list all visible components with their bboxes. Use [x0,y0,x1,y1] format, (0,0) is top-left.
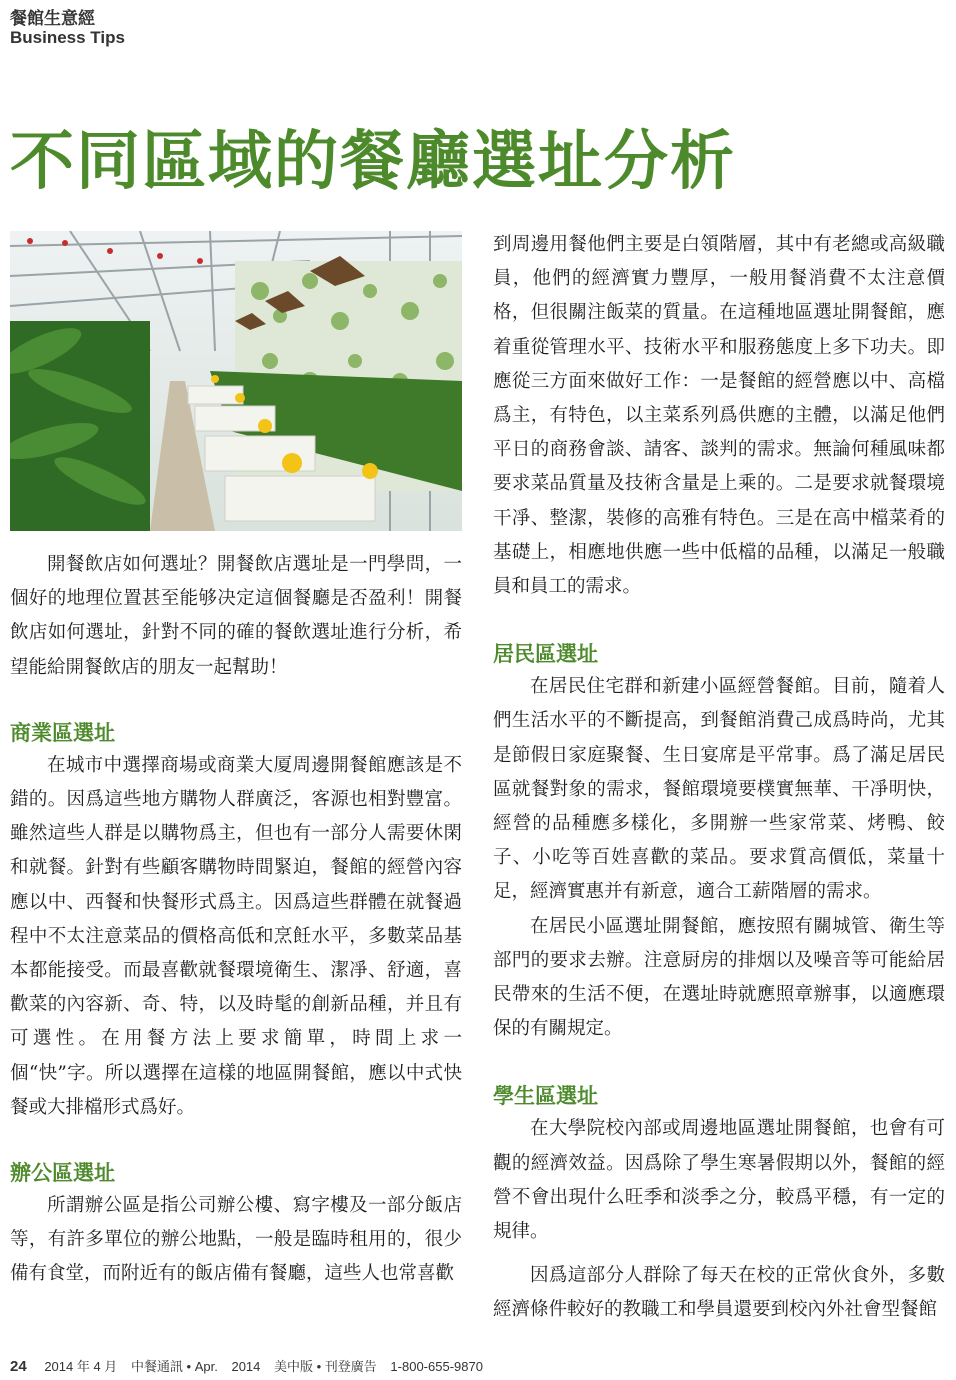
residential-paragraph: 在居民住宅群和新建小區經營餐館。目前，隨着人們生活水平的不斷提高，到餐館消費己成爲時尚，尤其是節假日家庭聚餐、生日宴席是平常事。爲了滿足居民區就餐對象的需求，餐館環境要樸實無華、干凈明快，經營的品種應多樣化，多開辦一些家常菜、烤鴨、餃子、小吃等百姓喜歡的菜品。要求質高價低，菜量十足，經濟實惠并有新意，適合工薪階層的需求。 [493,676,945,903]
student-heading: 學生區選址 [493,1084,598,1109]
footer-year: 2014 [231,1359,261,1374]
footer-publication: 中餐通訊 • Apr. [130,1359,218,1374]
left-column [10,548,462,1292]
office-paragraph-continued: 到周邊用餐他們主要是白領階層，其中有老總或高級職員，他們的經濟實力豐厚，一般用餐消費不太注意價格，但很關注飯菜的質量。在這種地區選址開餐館，應着重從管理水平、技術水平和服務態度上多下功夫。即應從三方面來做好工作：一是餐館的經營應以中、高檔爲主，有特色，以主菜系列爲供應的主體，以滿足他們平日的商務會談、請客、談判的需求。無論何種風味都要求菜品質量及技術含量是上乘的。二是要求就餐環境干凈、整潔，裝修的高雅有特色。三是在高中檔菜肴的基礎上，相應地供應一些中低檔的品種，以滿足一般職員和員工的需求。 [493,234,945,598]
page-number: 24 [10,1358,27,1375]
commercial-paragraph: 在城市中選擇商場或商業大厦周邊開餐館應該是不錯的。因爲這些地方購物人群廣泛，客源也相對豐富。雖然這些人群是以購物爲主，但也有一部分人需要休閑和就餐。針對有些顧客購物時間緊迫，餐館的經營內容應以中、西餐和快餐形式爲主。因爲這些群體在就餐過程中不太注意菜品的價格高低和烹飪水平，多數菜品基本都能接受。而最喜歡就餐環境衛生、潔凈、舒適，喜歡菜的內容新、奇、特，以及時髦的創新品種，并且有可選性。在用餐方法上要求簡單，時間上求一個“快”字。所以選擇在這樣的地區開餐館，應以中式快餐或大排檔形式爲好。 [10,754,462,1118]
intro-paragraph: 開餐飲店如何選址？開餐飲店選址是一門學問，一個好的地理位置甚至能够决定這個餐廳是否盈利！開餐飲店如何選址，針對不同的確的餐飲選址進行分析，希望能給開餐飲店的朋友一起幫助！ [10,554,462,678]
residential-paragraph-2: 在居民小區選址開餐館，應按照有關城管、衛生等部門的要求去辦。注意厨房的排烟以及噪音等可能給居民帶來的生活不便，在選址時就應照章辦事，以適應環保的有關規定。 [493,915,945,1040]
article-title: 不同區域的餐廳選址分析 [10,124,736,199]
page-footer [10,1356,493,1375]
residential-heading: 居民區選址 [493,642,598,667]
restaurant-greenhouse-photo [10,231,462,531]
office-heading: 辦公區選址 [10,1161,115,1186]
student-paragraph: 在大學院校內部或周邊地區選址開餐館，也會有可觀的經濟效益。因爲除了學生寒暑假期以外，餐館的經營不會出現什么旺季和淡季之分，較爲平穩，有一定的規律。 [493,1118,945,1243]
right-column [493,228,945,1328]
footer-edition: 美中版 • 刊登廣告 [274,1359,377,1374]
section-category: 餐館生意經 [10,9,95,29]
footer-date: 2014 年 4 月 [44,1359,118,1374]
photo-illustration [10,231,462,531]
commercial-heading: 商業區選址 [10,720,115,745]
footer-phone: 1-800-655-9870 [390,1359,483,1374]
student-paragraph-2: 因爲這部分人群除了每天在校的正常伙食外，多數經濟條件較好的教職工和學員還要到校內外社會型餐館 [493,1265,945,1321]
office-paragraph: 所謂辦公區是指公司辦公樓、寫字樓及一部分飯店等，有許多單位的辦公地點，一般是臨時租用的，很少備有食堂，而附近有的飯店備有餐廳，這些人也常喜歡 [10,1195,462,1285]
section-category-en: Business Tips [10,28,125,47]
